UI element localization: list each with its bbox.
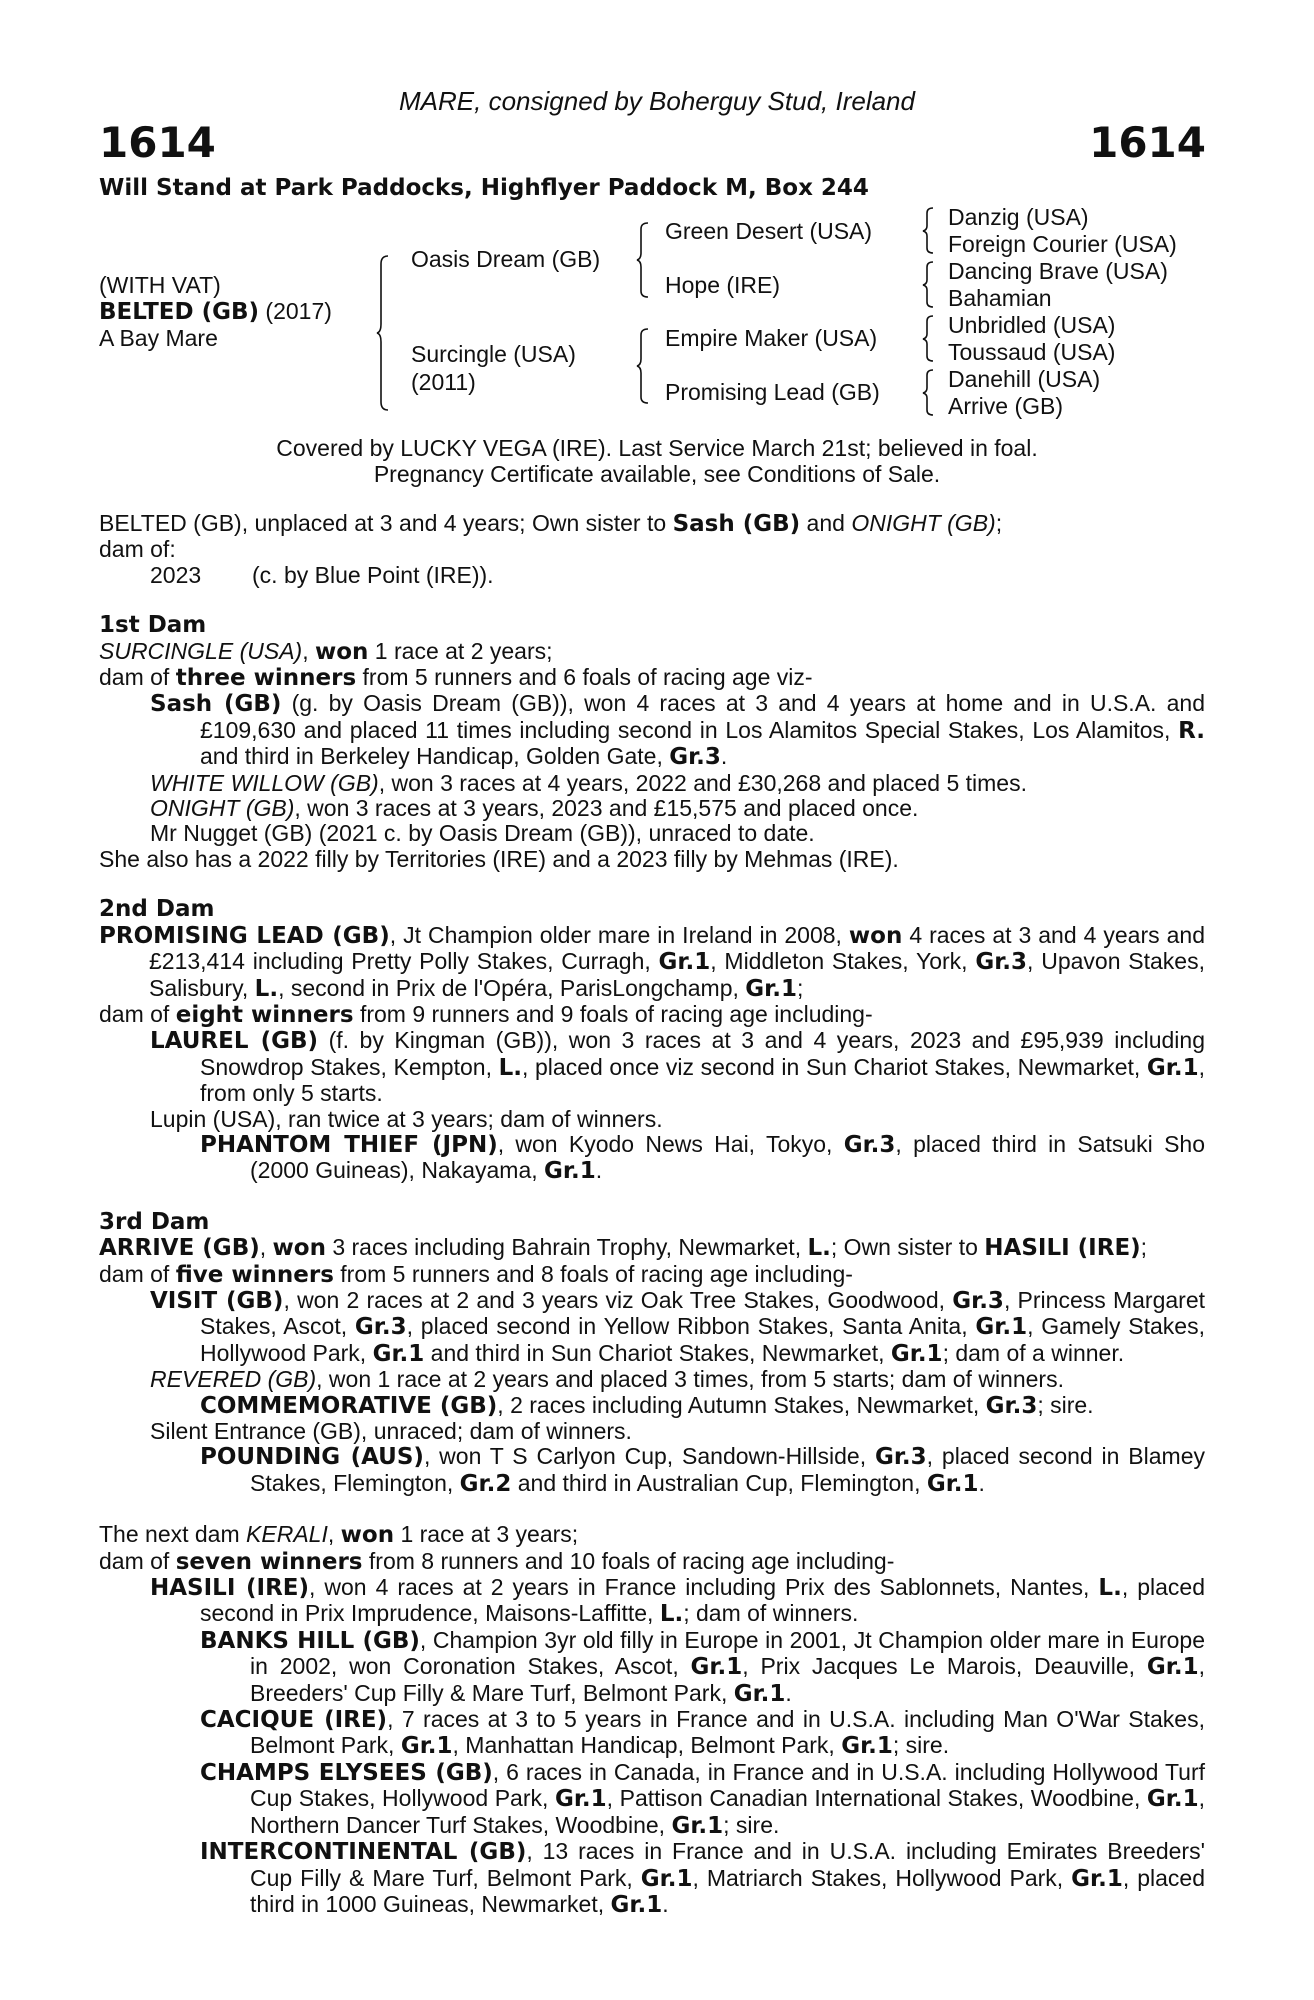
intro-foal: 2023 (c. by Blue Point (IRE)). — [150, 561, 494, 588]
vat-note: (WITH VAT) — [99, 272, 221, 298]
horse-description: A Bay Mare — [99, 325, 218, 351]
stand-location: Will Stand at Park Paddocks, Highflyer Paddock M, Box 244 — [99, 175, 869, 201]
second-dam-heading: 2nd Dam — [99, 896, 215, 923]
entry-onight: ONIGHT (GB), won 3 races at 3 years, 2023 and £15,575 and placed once. — [150, 795, 919, 822]
gs-4: Bahamian — [948, 285, 1052, 311]
entry-visit: VISIT (GB), won 2 races at 2 and 3 years viz Oak Tree Stakes, Goodwood, Gr.3, Princess Margaret Stakes, Ascot, Gr.3, placed second in Yellow Ribbon Stakes, Santa Anita, Gr.1, Gamely Stakes, Hollywood Park, Gr.1 and third in Sun Chariot Stakes, Newmarket, Gr.1; dam of a winner. — [150, 1286, 1206, 1367]
gs-1: Danzig (USA) — [948, 204, 1089, 230]
third-dam-produce: dam of five winners from 5 runners and 8 foals of racing age including- — [99, 1260, 853, 1288]
dam-sire: Empire Maker (USA) — [665, 325, 878, 351]
second-dam-produce: dam of eight winners from 9 runners and 9 foals of racing age including- — [99, 1000, 873, 1028]
entry-intercontinental: INTERCONTINENTAL (GB), 13 races in France and in U.S.A. including Emirates Breeders' Cup Filly & Mare Turf, Belmont Park, Gr.1, Matriarch Stakes, Hollywood Park, Gr.1, placed third in 1000 Guineas, Newmarket, Gr.1. — [200, 1838, 1205, 1918]
entry-banks-hill: BANKS HILL (GB), Champion 3yr old filly in Europe in 2001, Jt Champion older mare in Europe in 2002, won Coronation Stakes, Ascot, Gr.1, Prix Jacques Le Marois, Deauville, Gr.1, Breeders' Cup Filly & Mare Turf, Belmont Park, Gr.1. — [200, 1626, 1205, 1707]
pedigree-bracket-sire — [636, 221, 652, 301]
lot-number-right: 1614 — [1089, 118, 1206, 167]
gs-8: Arrive (GB) — [948, 393, 1063, 419]
covered-line-1: Covered by LUCKY VEGA (IRE). Last Service March 21st; believed in foal. — [276, 435, 1038, 461]
entry-revered: REVERED (GB), won 1 race at 2 years and placed 3 times, from 5 starts; dam of winners. — [150, 1366, 1064, 1393]
entry-commemorative: COMMEMORATIVE (GB), 2 races including Autumn Stakes, Newmarket, Gr.3; sire. — [200, 1391, 1094, 1419]
entry-mr-nugget: Mr Nugget (GB) (2021 c. by Oasis Dream (GB)), unraced to date. — [150, 820, 815, 847]
covered-line-2: Pregnancy Certificate available, see Conditions of Sale. — [373, 461, 941, 487]
dam-year: (2011) — [411, 369, 476, 395]
entry-cacique: CACIQUE (IRE), 7 races at 3 to 5 years in France and in U.S.A. including Man O'War Stakes, Belmont Park, Gr.1, Manhattan Handicap, Belmont Park, Gr.1; sire. — [200, 1706, 1205, 1760]
first-dam-heading: 1st Dam — [99, 612, 207, 639]
horse-name-line — [99, 298, 332, 325]
first-dam-produce: dam of three winners from 5 runners and 6 foals of racing age viz- — [99, 664, 813, 692]
entry-hasili: HASILI (IRE), won 4 races at 2 years in France including Prix des Sablonnets, Nantes, L., placed second in Prix Imprudence, Maisons-Laffitte, L.; dam of winners. — [150, 1574, 1205, 1628]
dam-name: Surcingle (USA) — [411, 341, 576, 367]
gs-5: Unbridled (USA) — [948, 312, 1116, 338]
entry-promising-lead: PROMISING LEAD (GB), Jt Champion older mare in Ireland in 2008, won 4 races at 3 and 4 years and £213,414 including Pretty Polly Stakes, Curragh, Gr.1, Middleton Stakes, York, Gr.3, Upavon Stakes, Salisbury, L., second in Prix de l'Opéra, ParisLongchamp, Gr.1; — [99, 921, 1205, 1002]
dam-dam: Promising Lead (GB) — [665, 379, 880, 405]
first-dam-also: She also has a 2022 filly by Territories (IRE) and a 2023 filly by Mehmas (IRE). — [99, 845, 899, 872]
pedigree-bracket-dam — [636, 327, 652, 407]
catalogue-body — [99, 511, 1205, 1918]
pedigree-bracket-g3 — [922, 314, 936, 364]
horse-name: BELTED (GB) — [99, 299, 260, 325]
entry-lupin: Lupin (USA), ran twice at 3 years; dam of winners. — [150, 1105, 663, 1132]
intro-dam-of: dam of: — [99, 536, 176, 563]
gs-2: Foreign Courier (USA) — [948, 231, 1177, 257]
first-dam-line: SURCINGLE (USA), won 1 race at 2 years; — [99, 637, 553, 665]
pedigree-bracket-g1 — [922, 206, 936, 256]
intro-para: BELTED (GB), unplaced at 3 and 4 years; Own sister to Sash (GB) and ONIGHT (GB); — [99, 510, 1003, 537]
entry-laurel: LAUREL (GB) (f. by Kingman (GB)), won 3 races at 3 and 4 years, 2023 and £95,939 including Snowdrop Stakes, Kempton, L., placed once viz second in Sun Chariot Stakes, Newmarket, Gr.1, from only 5 starts. — [150, 1027, 1205, 1107]
entry-sash: Sash (GB) (g. by Oasis Dream (GB)), won 4 races at 3 and 4 years at home and in U.S.A. and £109,630 and placed 11 times including second in Los Alamitos Special Stakes, Los Alamitos, R. and third in Berkeley Handicap, Golden Gate, Gr.3. — [150, 690, 1205, 771]
next-dam-produce: dam of seven winners from 8 runners and 10 foals of racing age including- — [99, 1547, 895, 1575]
third-dam-heading: 3rd Dam — [99, 1208, 210, 1235]
lot-number-left: 1614 — [99, 118, 216, 167]
gs-6: Toussaud (USA) — [948, 339, 1116, 365]
gs-3: Dancing Brave (USA) — [948, 258, 1168, 284]
horse-year: (2017) — [265, 298, 332, 324]
entry-pounding: POUNDING (AUS), won T S Carlyon Cup, Sandown-Hillside, Gr.3, placed second in Blamey Stakes, Flemington, Gr.2 and third in Australian Cup, Flemington, Gr.1. — [200, 1443, 1205, 1497]
consignor-line: MARE, consigned by Boherguy Stud, Ireland — [399, 86, 915, 116]
entry-champs-elysees: CHAMPS ELYSEES (GB), 6 races in Canada, in France and in U.S.A. including Hollywood Turf Cup Stakes, Hollywood Park, Gr.1, Pattison Canadian International Stakes, Woodbine, Gr.1, Northern Dancer Turf Stakes, Woodbine, Gr.1; sire. — [200, 1758, 1205, 1839]
sire-dam: Hope (IRE) — [665, 272, 781, 298]
sire-name: Oasis Dream (GB) — [411, 246, 601, 272]
entry-white-willow: WHITE WILLOW (GB), won 3 races at 4 years, 2022 and £30,268 and placed 5 times. — [150, 769, 1027, 796]
sire-sire: Green Desert (USA) — [665, 218, 873, 244]
pedigree-bracket-g4 — [922, 368, 936, 418]
entry-phantom-thief: PHANTOM THIEF (JPN), won Kyodo News Hai, Tokyo, Gr.3, placed third in Satsuki Sho (2000 Guineas), Nakayama, Gr.1. — [200, 1130, 1206, 1185]
entry-arrive: ARRIVE (GB), won 3 races including Bahrain Trophy, Newmarket, L.; Own sister to HASILI (IRE); — [99, 1234, 1148, 1262]
next-dam-line: The next dam KERALI, won 1 race at 3 years; — [99, 1521, 579, 1549]
entry-silent-entrance: Silent Entrance (GB), unraced; dam of winners. — [150, 1418, 632, 1444]
gs-7: Danehill (USA) — [948, 366, 1101, 392]
pedigree-bracket-g2 — [922, 260, 936, 310]
pedigree-bracket-1 — [376, 254, 392, 412]
